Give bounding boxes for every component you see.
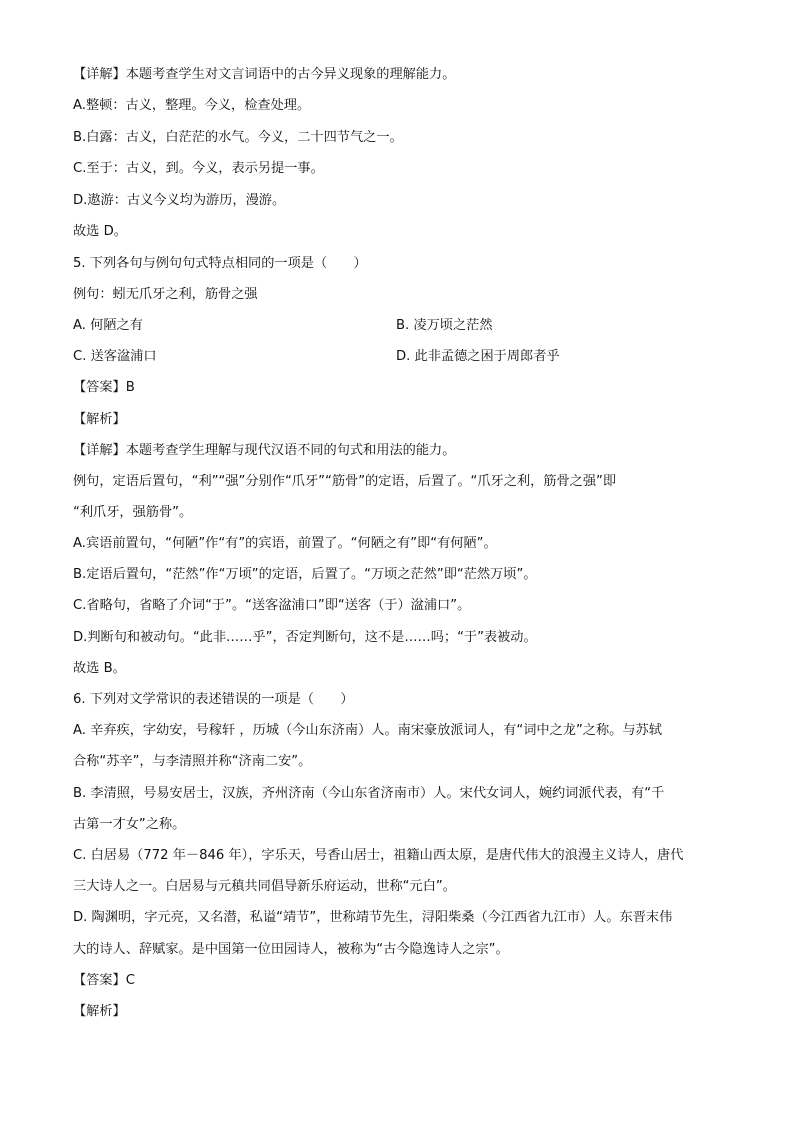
q6-option-b-line2: 古第一才女”之称。	[73, 817, 186, 832]
q6-answer: 【答案】C	[73, 973, 135, 988]
q5-conclusion: 故选 B。	[73, 661, 126, 676]
q5-analysis: 【解析】	[73, 412, 126, 427]
q5-option-d: D. 此非孟德之困于周郎者乎	[396, 349, 560, 364]
q4-detail: 【详解】本题考查学生对文言词语中的古今异义现象的理解能力。	[73, 67, 456, 82]
q5-detail: 【详解】本题考查学生理解与现代汉语不同的句式和用法的能力。	[73, 443, 456, 458]
q5-option-c: C. 送客湓浦口	[73, 349, 157, 364]
q5-explain-example-2: “利爪牙，强筋骨”。	[73, 505, 193, 520]
q4-explain-d: D.遨游：古义今义均为游历，漫游。	[73, 193, 286, 208]
q6-option-b-line1: B. 李清照，号易安居士，汉族，齐州济南（今山东省济南市）人。宋代女词人，婉约词派代表，有“千	[73, 786, 665, 801]
q4-explain-a: A.整顿：古义，整理。今义，检查处理。	[73, 98, 311, 113]
q6-analysis: 【解析】	[73, 1004, 126, 1019]
q5-stem: 5. 下列各句与例句句式特点相同的一项是（ ）	[73, 256, 367, 271]
q5-explain-b: B.定语后置句，“茫然”作“万顷”的定语，后置了。“万顷之茫然”即“茫然万顷”。	[73, 567, 537, 582]
q6-option-d-line1: D. 陶渊明，字元亮，又名潜，私谥“靖节”，世称靖节先生，浔阳柴桑（今江西省九江市）人。东晋末伟	[73, 910, 673, 925]
q4-conclusion: 故选 D。	[73, 224, 127, 239]
q6-option-d-line2: 大的诗人、辞赋家。是中国第一位田园诗人，被称为“古今隐逸诗人之宗”。	[73, 942, 509, 957]
q6-stem: 6. 下列对文学常识的表述错误的一项是（ ）	[73, 692, 354, 707]
q5-explain-a: A.宾语前置句，“何陋”作“有”的宾语，前置了。“何陋之有”即“有何陋”。	[73, 536, 497, 551]
q6-option-a-line2: 合称“苏辛”，与李清照并称“济南二安”。	[73, 754, 312, 769]
q6-option-c-line2: 三大诗人之一。白居易与元稹共同倡导新乐府运动，世称“元白”。	[73, 879, 456, 894]
q5-option-b: B. 凌万顷之茫然	[396, 318, 493, 333]
q6-option-c-line1: C. 白居易（772 年－846 年），字乐天，号香山居士，祖籍山西太原，是唐代伟大的浪漫主义诗人，唐代	[73, 848, 684, 863]
q5-explain-c: C.省略句，省略了介词“于”。“送客湓浦口”即“送客（于）湓浦口”。	[73, 598, 471, 613]
q5-option-a: A. 何陋之有	[73, 318, 143, 333]
q5-explain-example-1: 例句，定语后置句，“利”“强”分别作“爪牙”“筋骨”的定语，后置了。“爪牙之利，筋骨之强”即	[73, 474, 617, 489]
q5-explain-d: D.判断句和被动句。“此非……乎”，否定判断句，这不是……吗；“于”表被动。	[73, 630, 537, 645]
q4-explain-c: C.至于：古义，到。今义，表示另提一事。	[73, 161, 324, 176]
q5-answer: 【答案】B	[73, 380, 135, 395]
q6-option-a-line1: A. 辛弃疾，字幼安，号稼轩 ，历城（今山东济南）人。南宋豪放派词人，有“词中之龙”之称。与苏轼	[73, 723, 662, 738]
q4-explain-b: B.白露：古义，白茫茫的水气。今义，二十四节气之一。	[73, 130, 403, 145]
q5-example: 例句：蚓无爪牙之利，筋骨之强	[73, 287, 258, 302]
